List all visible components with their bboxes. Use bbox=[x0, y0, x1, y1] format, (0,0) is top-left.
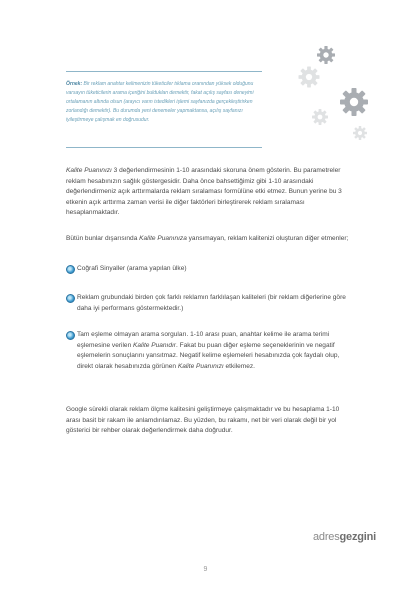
paragraph-other-factors bbox=[66, 234, 352, 245]
example-top-rule bbox=[66, 71, 262, 72]
gear-icon bbox=[353, 126, 367, 140]
gears-illustration bbox=[296, 40, 376, 140]
list-item-text: Coğrafi Sinyaller (arama yapılan ülke) bbox=[77, 265, 187, 272]
bullet-dot-icon bbox=[66, 331, 75, 340]
paragraph-text: Google sürekli olarak reklam ölçme kalitesini geliştirmeye çalışmaktadır ve bu hesaplama 1-10 arası basit bir rakam ile anlamdırılamaz. Bu yüzden, bu rakamı, net bir veri olarak değil bir yol gösterici bir rehber olarak değerlendirmek daha doğrudur. bbox=[66, 406, 340, 435]
paragraph-text: yansımayan, reklam kalitenizi oluşturan diğer etmenler; bbox=[186, 235, 349, 242]
list-item-text bbox=[77, 330, 355, 372]
bullet-dot-icon bbox=[66, 294, 75, 303]
paragraph-quality-score bbox=[66, 166, 352, 219]
list-item-text: Reklam grubundaki birden çok farklı reklamın farklılaşan kaliteleri (bir reklam diğerlerine göre daha iyi performans göstermektedir.) bbox=[77, 294, 346, 312]
term-quality-score: Kalite Puanıdır bbox=[133, 341, 176, 349]
gear-icon bbox=[317, 46, 335, 64]
page-number: 9 bbox=[203, 566, 208, 573]
logo-part1: adres bbox=[313, 531, 340, 543]
example-lead: Örnek: bbox=[66, 81, 83, 87]
paragraph-text: 3 değerlendirmesinin 1-10 arasındaki skoruna önem gösterin. Bu parametreler reklam hesabınızın sağlık göstergesidir. Daha önce bahsettiğimiz gibi 1-10 arasındaki değerlendirmeniz açık arttırmalarda reklam sıralaması formülüne etki etmez. Bunun yerine bu 3 etkenin açık arttırma zaman verisi ile diğer faktörleri birleştirerek reklam sıralaması hesaplanmaktadır. bbox=[66, 167, 342, 217]
list-item-text-part: Tam eşleme olmayan arama sorguları. 1-10 arası puan, anahtar kelime ile arama terimi eşlemesine verilen bbox=[77, 331, 330, 349]
paragraph-conclusion bbox=[66, 405, 352, 437]
example-box bbox=[66, 80, 266, 125]
example-text: Bir reklam anahtar kelimenizin tüketiciler tıklama oranından yüksek olduğunu varsayın tüketicilerin arama içeriğini bulduklan demektir, fakat açılış sayfası deneyimi ortalamanın altında olsun (arayıcı varın istedikleri işlemi sayfanızda gerçekleştirirken zorlandığı demektir). Bu durumda yeni denemeler yapmaktansa, açılış sayfanızı iyileştirmeye çalışmak en doğrusudur. bbox=[66, 81, 254, 124]
gear-icon bbox=[340, 88, 368, 116]
example-bottom-rule bbox=[66, 147, 262, 148]
list-item-text-part: . Fakat bu puan diğer eşleme seçeneklerinin ve negatif eşlemelerin sonuçlarını yansıtmaz. Negatif kelime eşlemeleri hesabınızda çok faydalı olup, direkt olarak hesabınızda görünen bbox=[77, 341, 340, 370]
gear-icon bbox=[312, 109, 328, 125]
paragraph-text: Bütün bunlar dışarısında bbox=[66, 235, 140, 242]
logo-part2: gezgini bbox=[339, 531, 377, 543]
term-quality-score: Kalite Puanınızı bbox=[177, 362, 224, 370]
list-item-text-part: etkilemez. bbox=[223, 362, 255, 370]
term-quality-score: Kalite Puanınıza bbox=[139, 235, 187, 242]
term-quality-score: Kalite Puanınızı bbox=[66, 167, 112, 174]
gear-icon bbox=[299, 67, 320, 88]
brand-logo bbox=[313, 531, 376, 543]
bullet-dot-icon bbox=[66, 265, 75, 274]
